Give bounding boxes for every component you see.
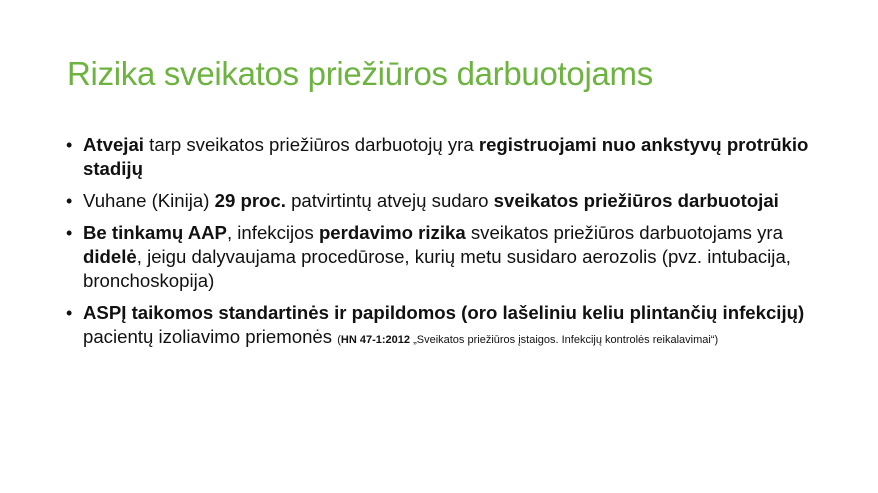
bullet-text-part: pacientų izoliavimo priemonės	[83, 326, 338, 347]
bullet-text-part: tarp sveikatos priežiūros darbuotojų yra	[143, 134, 479, 155]
bullet-text-part: Vuhane (Kinija)	[83, 190, 215, 211]
bullet-text-part: (	[337, 334, 341, 346]
bullet-text-part: sveikatos priežiūros darbuotojams yra	[465, 222, 783, 243]
bullet-text-part: patvirtintų atvejų sudaro	[285, 190, 494, 211]
bullet-text-part: HN 47-1:2012	[340, 334, 411, 346]
bullet-text-part: , infekcijos	[226, 222, 319, 243]
bullet-text-part: sveikatos priežiūros darbuotojai	[493, 190, 779, 211]
bullet-marker: •	[66, 223, 73, 243]
bullet-item	[62, 301, 822, 349]
bullet-item	[62, 189, 822, 213]
bullet-marker: •	[66, 135, 73, 155]
bullet-item	[62, 221, 822, 293]
bullet-marker: •	[66, 191, 73, 211]
bullet-text-part: Atvejai	[83, 134, 144, 155]
bullet-text-part: Be tinkamų AAP	[83, 222, 227, 243]
bullet-text-part: „Sveikatos priežiūros įstaigos. Infekcijų kontrolės reikalavimai“)	[410, 334, 719, 346]
bullet-text-part: perdavimo rizika	[318, 222, 466, 243]
bullet-marker: •	[66, 303, 73, 323]
slide-title: Rizika sveikatos priežiūros darbuotojams	[67, 55, 653, 92]
bullet-text-part: ASPĮ taikomos standartinės ir papildomos (oro lašeliniu keliu plintančių infekcijų)	[83, 302, 805, 323]
bullet-text-part: registruojami nuo ankstyvų protrūkio stadijų	[83, 134, 809, 179]
bullet-item	[62, 133, 822, 181]
bullet-text-part: , jeigu dalyvaujama procedūrose, kurių metu susidaro aerozolis (pvz. intubacija, bronchoskopija)	[83, 246, 791, 291]
bullet-text-part: didelė	[83, 246, 137, 267]
bullet-text-part: 29 proc.	[214, 190, 286, 211]
bullet-list	[62, 133, 822, 357]
